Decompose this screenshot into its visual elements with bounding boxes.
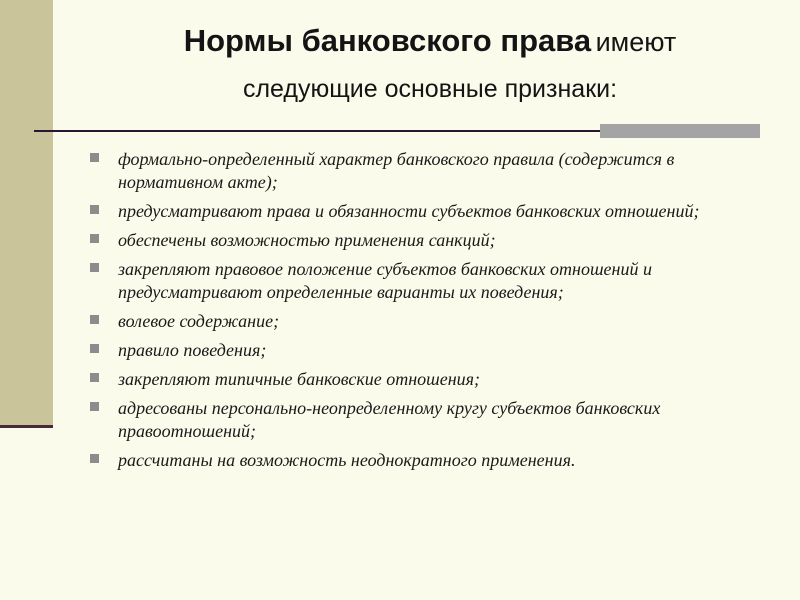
bullet-item — [90, 310, 750, 333]
title-line-2: следующие основные признаки: — [242, 75, 618, 103]
square-bullet-icon — [90, 234, 99, 243]
title-bold-text: Нормы банковского права — [183, 23, 592, 58]
bullet-item — [90, 397, 750, 443]
divider-accent-bar — [600, 124, 760, 138]
square-bullet-icon — [90, 263, 99, 272]
square-bullet-icon — [90, 153, 99, 162]
bullet-text: обеспечены возможностью применения санкций; — [118, 230, 496, 250]
bullet-item — [90, 148, 750, 194]
square-bullet-icon — [90, 454, 99, 463]
square-bullet-icon — [90, 344, 99, 353]
bullet-item — [90, 449, 750, 472]
bullet-item — [90, 258, 750, 304]
bullet-text: рассчитаны на возможность неоднократного применения. — [118, 450, 576, 470]
side-bar-underline — [0, 425, 53, 428]
side-decoration-bar — [0, 0, 53, 425]
square-bullet-icon — [90, 373, 99, 382]
bullet-text: предусматривают права и обязанности субъектов банковских отношений; — [118, 201, 700, 221]
title-normal-text: имеют — [595, 27, 677, 57]
bullet-text: закрепляют типичные банковские отношения; — [118, 369, 481, 389]
bullet-item — [90, 229, 750, 252]
bullet-text: волевое содержание; — [118, 311, 280, 331]
square-bullet-icon — [90, 205, 99, 214]
bullet-list — [90, 148, 750, 478]
bullet-item — [90, 368, 750, 391]
title-line-1 — [100, 22, 760, 66]
bullet-item — [90, 339, 750, 362]
bullet-text: правило поведения; — [118, 340, 267, 360]
bullet-item — [90, 200, 750, 223]
bullet-text: формально-определенный характер банковского правила (содержится в нормативном акте); — [118, 149, 675, 192]
square-bullet-icon — [90, 402, 99, 411]
bullet-text: закрепляют правовое положение субъектов банковских отношений и предусматривают определенные варианты их поведения; — [118, 259, 652, 302]
square-bullet-icon — [90, 315, 99, 324]
bullet-text: адресованы персонально-неопределенному кругу субъектов банковских правоотношений; — [118, 398, 661, 441]
slide-title — [100, 22, 760, 108]
